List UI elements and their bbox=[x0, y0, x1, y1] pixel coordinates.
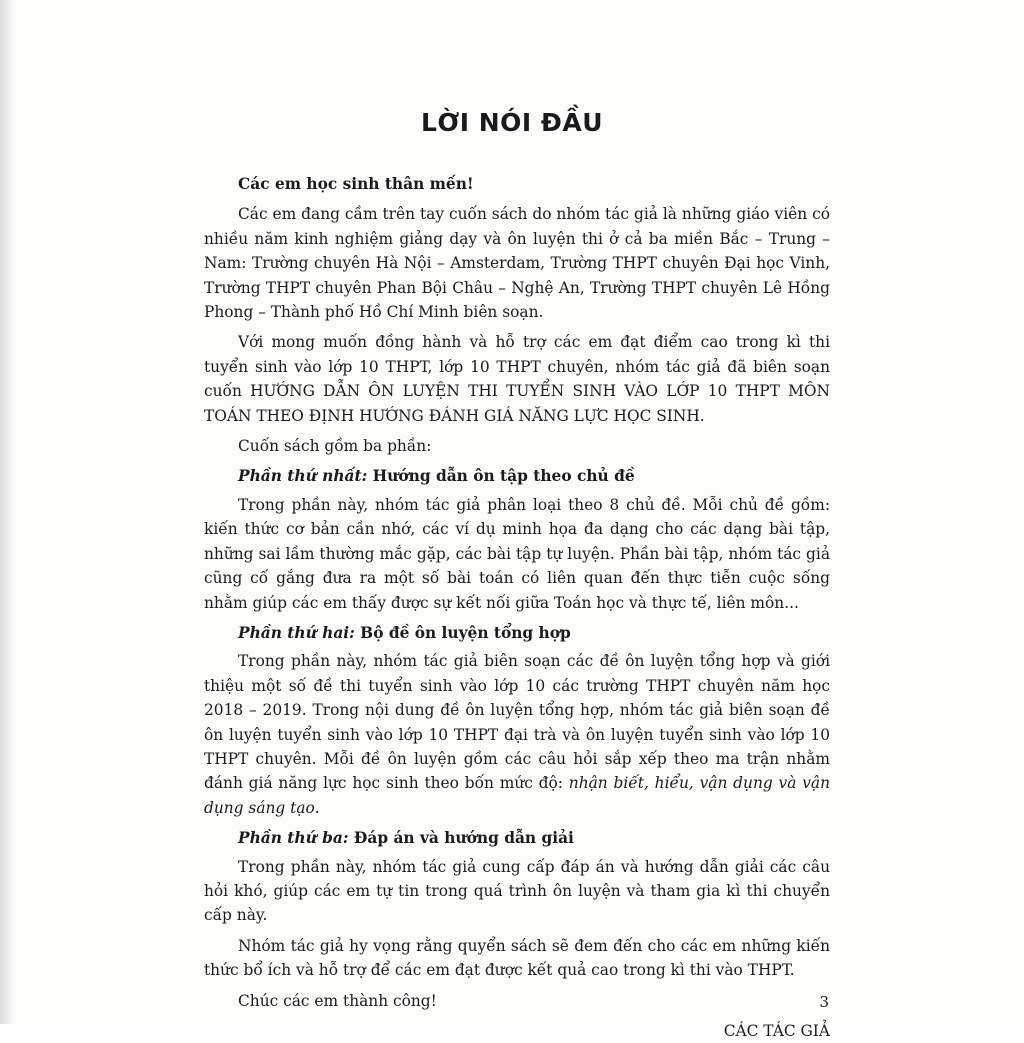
page-fold-shadow bbox=[0, 0, 14, 1024]
hope-paragraph: Nhóm tác giả hy vọng rằng quyển sách sẽ đem đến cho các em những kiến thức bổ ích và hỗ trợ để các em đạt được kết quả cao trong kì thi vào THPT. bbox=[204, 936, 830, 980]
part2-name: Bộ đề ôn luyện tổng hợp bbox=[354, 623, 571, 642]
part3-heading bbox=[204, 826, 830, 850]
part2-text: Trong phần này, nhóm tác giả biên soạn các đề ôn luyện tổng hợp và giới thiệu một số đề thi tuyển sinh vào lớp 10 các trường THPT chuyên năm học 2018 – 2019. Trong nội dung đề ôn luyện tổng hợp, nhóm tác giả biên soạn đề ôn luyện tuyển sinh vào lớp 10 THPT đại trà và ôn luyện tuyển sinh vào lớp 10 THPT chuyên. Mỗi đề ôn luyện gồm các câu hỏi sắp xếp theo ma trận nhằm đánh giá năng lực học sinh theo bốn mức độ: bbox=[204, 652, 830, 793]
page-title: LỜI NÓI ĐẦU bbox=[420, 108, 604, 137]
greeting: Các em học sinh thân mến! bbox=[238, 175, 474, 193]
part2-end: . bbox=[314, 798, 320, 817]
structure-paragraph: Cuốn sách gồm ba phần: bbox=[238, 437, 432, 456]
part2-label: Phần thứ hai: bbox=[238, 623, 355, 642]
part1-label: Phần thứ nhất: bbox=[238, 467, 368, 486]
preface-body bbox=[204, 172, 830, 1043]
part2-levels: nhận biết, hiểu, vận dụng và vận dụng sáng tạo bbox=[204, 774, 830, 817]
intro-paragraph: Các em đang cầm trên tay cuốn sách do nhóm tác giả là những giáo viên có nhiều năm kinh nghiệm giảng dạy và ôn luyện thi ở cả ba miền Bắc – Trung – Nam: Trường chuyên Hà Nội – Amsterdam, Trường THPT chuyên Đại học Vinh, Trường THPT chuyên Phan Bội Châu – Nghệ An, Trường THPT chuyên Lê Hồng Phong – Thành phố Hồ Chí Minh biên soạn. bbox=[204, 205, 830, 322]
part1-paragraph: Trong phần này, nhóm tác giả phân loại theo 8 chủ đề. Mỗi chủ đề gồm: kiến thức cơ bản cần nhớ, các ví dụ minh họa đa dạng cho các dạng bài tập, những sai lầm thường mắc gặp, các bài tập tự luyện. Phần bài tập, nhóm tác giả cũng cố gắng đưa ra một số bài toán có liên quan đến thực tiễn cuộc sống nhằm giúp các em thấy được sự kết nối giữa Toán học và thực tế, liên môn... bbox=[204, 495, 830, 612]
closing-line: Chúc các em thành công! bbox=[238, 991, 437, 1010]
part3-name: Đáp án và hướng dẫn giải bbox=[348, 829, 574, 848]
part3-label: Phần thứ ba: bbox=[238, 829, 349, 848]
part2-heading bbox=[204, 621, 830, 645]
purpose-paragraph: Với mong muốn đồng hành và hỗ trợ các em đạt điểm cao trong kì thi tuyển sinh vào lớp 10 THPT, lớp 10 THPT chuyên, nhóm tác giả đã biên soạn cuốn HƯỚNG DẪN ÔN LUYỆN THI TUYỂN SINH VÀO LỚP 10 THPT MÔN TOÁN THEO ĐỊNH HƯỚNG ĐÁNH GIÁ NĂNG LỰC HỌC SINH. bbox=[204, 333, 830, 425]
page-number: 3 bbox=[819, 993, 829, 1011]
part2-paragraph bbox=[204, 649, 830, 820]
part1-heading bbox=[204, 464, 830, 488]
signature: CÁC TÁC GIẢ bbox=[723, 1022, 830, 1040]
part1-name: Hướng dẫn ôn tập theo chủ đề bbox=[367, 467, 635, 486]
part3-paragraph: Trong phần này, nhóm tác giả cung cấp đáp án và hướng dẫn giải các câu hỏi khó, giúp các em tự tin trong quá trình ôn luyện và tham gia kì thi chuyển cấp này. bbox=[204, 857, 830, 925]
